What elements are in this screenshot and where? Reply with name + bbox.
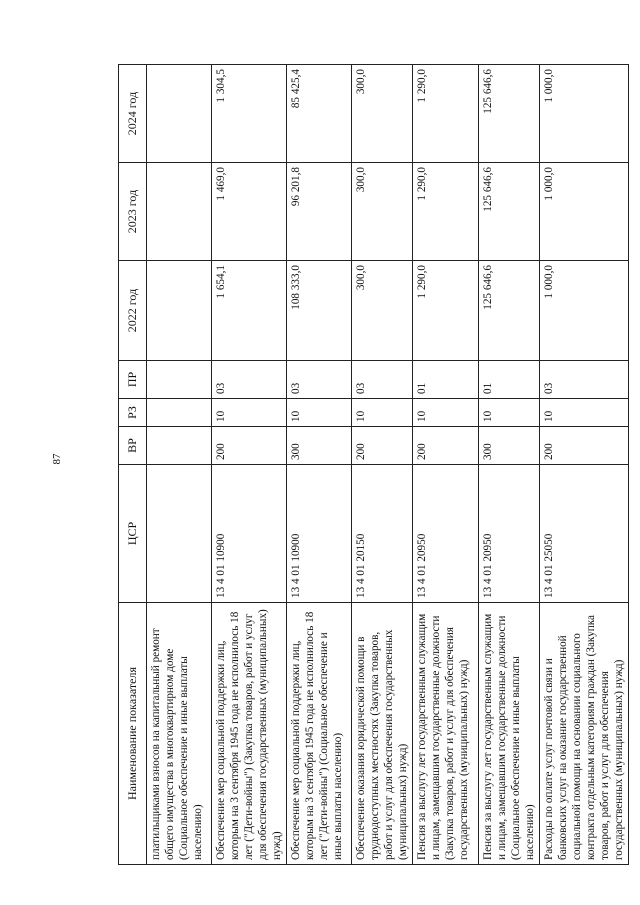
row-2024-cell: 300,0 (352, 65, 413, 163)
header-2022: 2022 год (119, 261, 147, 361)
row-vr-cell: 200 (352, 427, 413, 465)
row-name-cell: платильщиками взносов на капитальный ремонт общего имущества в многоквартирном доме (Социальное обеспечение и иные выплаты населению) (147, 603, 212, 865)
row-pr-cell: 03 (287, 361, 352, 399)
rotated-table-area (118, 65, 625, 865)
table-row (479, 65, 540, 865)
header-2024: 2024 год (119, 65, 147, 163)
table-row (352, 65, 413, 865)
row-name-cell: Обеспечение оказания юридической помощи в труднодоступных местностях (Закупка товаров, работ и услуг для обеспечения государственных (муниципальных) нужд) (352, 603, 413, 865)
row-rz-cell: 10 (413, 399, 479, 427)
row-pr-cell: 03 (352, 361, 413, 399)
row-vr-cell (147, 427, 212, 465)
row-2023-cell: 1 290,0 (413, 163, 479, 261)
row-2023-cell: 125 646,6 (479, 163, 540, 261)
row-csr-cell: 13 4 01 10900 (287, 465, 352, 603)
header-2023: 2023 год (119, 163, 147, 261)
row-pr-cell: 03 (212, 361, 287, 399)
row-2022-cell: 300,0 (352, 261, 413, 361)
row-csr-cell: 13 4 01 25050 (540, 465, 629, 603)
row-pr-cell (147, 361, 212, 399)
budget-table (118, 64, 629, 865)
row-2023-cell: 96 201,8 (287, 163, 352, 261)
row-2022-cell (147, 261, 212, 361)
row-rz-cell: 10 (540, 399, 629, 427)
table-row (147, 65, 212, 865)
row-csr-cell: 13 4 01 10900 (212, 465, 287, 603)
row-name-cell: Пенсия за выслугу лет государственным служащим и лицам, замещавшим государственные должности (Социальное обеспечение и иные выплаты населению) (479, 603, 540, 865)
row-pr-cell: 01 (413, 361, 479, 399)
row-csr-cell (147, 465, 212, 603)
row-2022-cell: 125 646,6 (479, 261, 540, 361)
table-row (540, 65, 629, 865)
row-csr-cell: 13 4 01 20950 (479, 465, 540, 603)
row-2023-cell: 1 000,0 (540, 163, 629, 261)
row-2024-cell: 1 290,0 (413, 65, 479, 163)
row-2022-cell: 108 333,0 (287, 261, 352, 361)
table-row (212, 65, 287, 865)
row-name-cell: Обеспечение мер социальной поддержки лиц, которым на 3 сентября 1945 года не исполнилось 18 лет ("Дети-войны") (Социальное обеспечение и иные выплаты населению) (287, 603, 352, 865)
row-rz-cell: 10 (479, 399, 540, 427)
row-rz-cell: 10 (212, 399, 287, 427)
table-header-row (119, 65, 147, 865)
header-name: Наименование показателя (119, 603, 147, 865)
row-csr-cell: 13 4 01 20950 (413, 465, 479, 603)
header-rz: РЗ (119, 399, 147, 427)
row-rz-cell: 10 (287, 399, 352, 427)
row-vr-cell: 200 (413, 427, 479, 465)
row-2022-cell: 1 654,1 (212, 261, 287, 361)
table-row (413, 65, 479, 865)
header-vr: ВР (119, 427, 147, 465)
page-number: 87 (51, 453, 63, 465)
row-vr-cell: 300 (287, 427, 352, 465)
row-name-cell: Обеспечение мер социальной поддержки лиц, которым на 3 сентября 1945 года не исполнилось 18 лет ("Дети-войны") (Закупка товаров, работ и услуг для обеспечения государственных (муниципальных) нужд) (212, 603, 287, 865)
table-sheet (118, 65, 625, 865)
header-pr: ПР (119, 361, 147, 399)
row-name-cell: Пенсия за выслугу лет государственным служащим и лицам, замещавшим государственные должности (Закупка товаров, работ и услуг для обеспечения государственных (муниципальных) нужд) (413, 603, 479, 865)
row-2023-cell: 300,0 (352, 163, 413, 261)
row-pr-cell: 03 (540, 361, 629, 399)
row-2024-cell (147, 65, 212, 163)
header-csr: ЦСР (119, 465, 147, 603)
row-pr-cell: 01 (479, 361, 540, 399)
row-rz-cell (147, 399, 212, 427)
row-2024-cell: 1 304,5 (212, 65, 287, 163)
row-csr-cell: 13 4 01 20150 (352, 465, 413, 603)
row-2024-cell: 1 000,0 (540, 65, 629, 163)
row-vr-cell: 200 (212, 427, 287, 465)
row-name-cell: Расходы по оплате услуг почтовой связи и банковских услуг на оказание государственной социальной помощи на основании социального контракта отдельным категориям граждан (Закупка товаров, работ и услуг для обеспечения государственных (муниципальных) нужд) (540, 603, 629, 865)
row-2023-cell (147, 163, 212, 261)
row-2024-cell: 125 646,6 (479, 65, 540, 163)
row-vr-cell: 200 (540, 427, 629, 465)
row-2024-cell: 85 425,4 (287, 65, 352, 163)
row-2022-cell: 1 000,0 (540, 261, 629, 361)
row-2022-cell: 1 290,0 (413, 261, 479, 361)
row-rz-cell: 10 (352, 399, 413, 427)
row-2023-cell: 1 469,0 (212, 163, 287, 261)
table-row (287, 65, 352, 865)
row-vr-cell: 300 (479, 427, 540, 465)
